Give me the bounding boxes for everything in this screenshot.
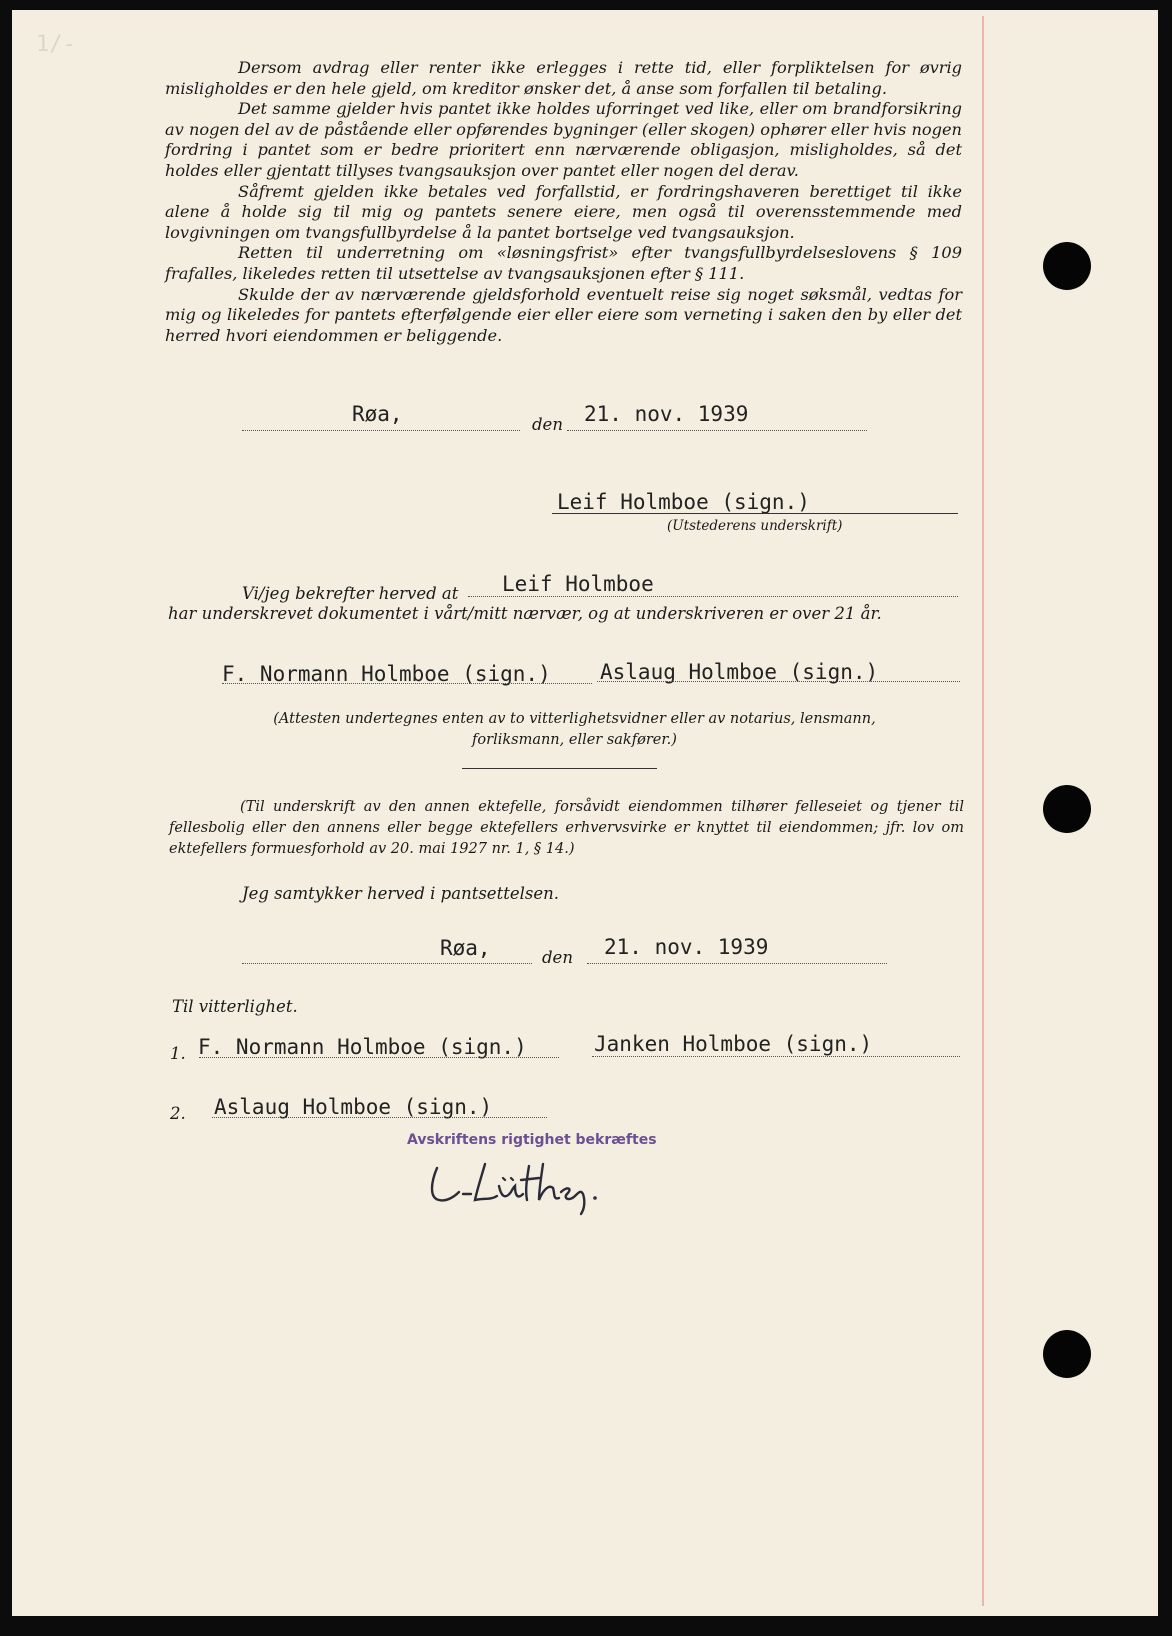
attest-prefix: Vi/jeg bekrefter herved at (242, 584, 459, 603)
place-line (242, 963, 532, 964)
margin-line (982, 16, 984, 1606)
spouse-note: (Til underskrift av den annen ektefelle, forsåvidt eiendommen tilhører felleseiet og tjener til fellesbolig eller den annens eller begge ektefellers erhvervsvirke er knyttet til eiendommen; jfr. lov om ektefellers formuesforhold av 20. mai 1927 nr. 1, § 14.) (169, 799, 964, 857)
witness-number: 2. (170, 1104, 186, 1123)
term-paragraph: Dersom avdrag eller renter ikke erlegges i rette tid, eller forpliktelsen for øvrig misligholdes er den hele gjeld, om kreditor ønsker det, å anse som forfallen til betaling. (165, 58, 962, 98)
issuer-signature: Leif Holmboe (sign.) (557, 490, 810, 514)
date: 21. nov. 1939 (604, 935, 769, 959)
witness-line (199, 1057, 559, 1058)
issuer-line (552, 513, 958, 514)
punch-hole (1043, 785, 1091, 833)
punch-hole (1043, 242, 1091, 290)
term-paragraph: Det samme gjelder hvis pantet ikke holdes uforringet ved like, eller om brandforsikring av nogen del av de påstående eller opførendes bygninger (eller skogen) ophører eller hvis nogen fordring i pantet som er bedre prioritert enn nærværende obligasjon, misligholdes, så det holdes eller gjentatt tillyses tvangsauksjon over pantet eller nogen del derav. (165, 99, 962, 180)
witness-1-line (222, 683, 592, 684)
den-label: den (532, 415, 563, 434)
attest-note: (Attesten undertegnes enten av to vitterlighetsvidner eller av notarius, lensmann, forliksmann, eller sakfører.) (273, 711, 876, 748)
attest-statement: har underskrevet dokumentet i vårt/mitt nærvær, og at underskriveren er over 21 år. (168, 604, 882, 623)
vitterlighet-heading: Til vitterlighet. (172, 997, 298, 1016)
term-paragraph: Retten til underretning om «løsningsfrist» efter tvangsfullbyrdelseslovens § 109 frafalles, likeledes retten til utsettelse av tvangsauksjonen efter § 111. (165, 243, 962, 283)
term-paragraph: Såfremt gjelden ikke betales ved forfallstid, er fordringshaveren berettiget til ikke alene å holde sig til mig og pantets senere eiere, men også til overensstemmende med lovgivningen om tvangsfullbyrdelse å la pantet bortselge ved tvangsauksjon. (165, 181, 962, 242)
consent-text: Jeg samtykker herved i pantsettelsen. (242, 884, 559, 903)
vitterlighet-witness-2: Aslaug Holmboe (sign.) (214, 1095, 493, 1119)
vitterlighet-witness-1: F. Normann Holmboe (sign.) (198, 1035, 527, 1059)
witness-2-signature: Aslaug Holmboe (sign.) (600, 660, 879, 684)
handwritten-signature (427, 1156, 627, 1216)
witness-line (212, 1117, 547, 1118)
date: 21. nov. 1939 (584, 402, 749, 426)
den-label: den (542, 948, 573, 967)
place-line (242, 430, 520, 431)
attest-name: Leif Holmboe (502, 572, 654, 596)
date-line (587, 963, 887, 964)
attest-name-line (468, 596, 958, 597)
separator-line (462, 768, 657, 769)
witness-line (592, 1056, 960, 1057)
witness-2-line (597, 681, 960, 682)
witness-1-signature: F. Normann Holmboe (sign.) (222, 662, 551, 686)
punch-hole (1043, 1330, 1091, 1378)
vitterlighet-witness-1b: Janken Holmboe (sign.) (594, 1032, 873, 1056)
date-line (567, 430, 867, 431)
terms-text (165, 58, 962, 346)
certification-stamp: Avskriftens rigtighet bekræftes (407, 1132, 657, 1148)
term-paragraph: Skulde der av nærværende gjeldsforhold eventuelt reise sig noget søksmål, vedtas for mig og likeledes for pantets efterfølgende eier eller eiere som verneting i saken den by eller det herred hvori eiendommen er beliggende. (165, 284, 962, 345)
corner-mark: 1/- (36, 32, 76, 57)
issuer-caption: (Utstederens underskrift) (667, 518, 843, 534)
place: Røa, (440, 936, 491, 960)
witness-number: 1. (170, 1044, 186, 1063)
document-page (12, 10, 1158, 1616)
place: Røa, (352, 402, 403, 426)
